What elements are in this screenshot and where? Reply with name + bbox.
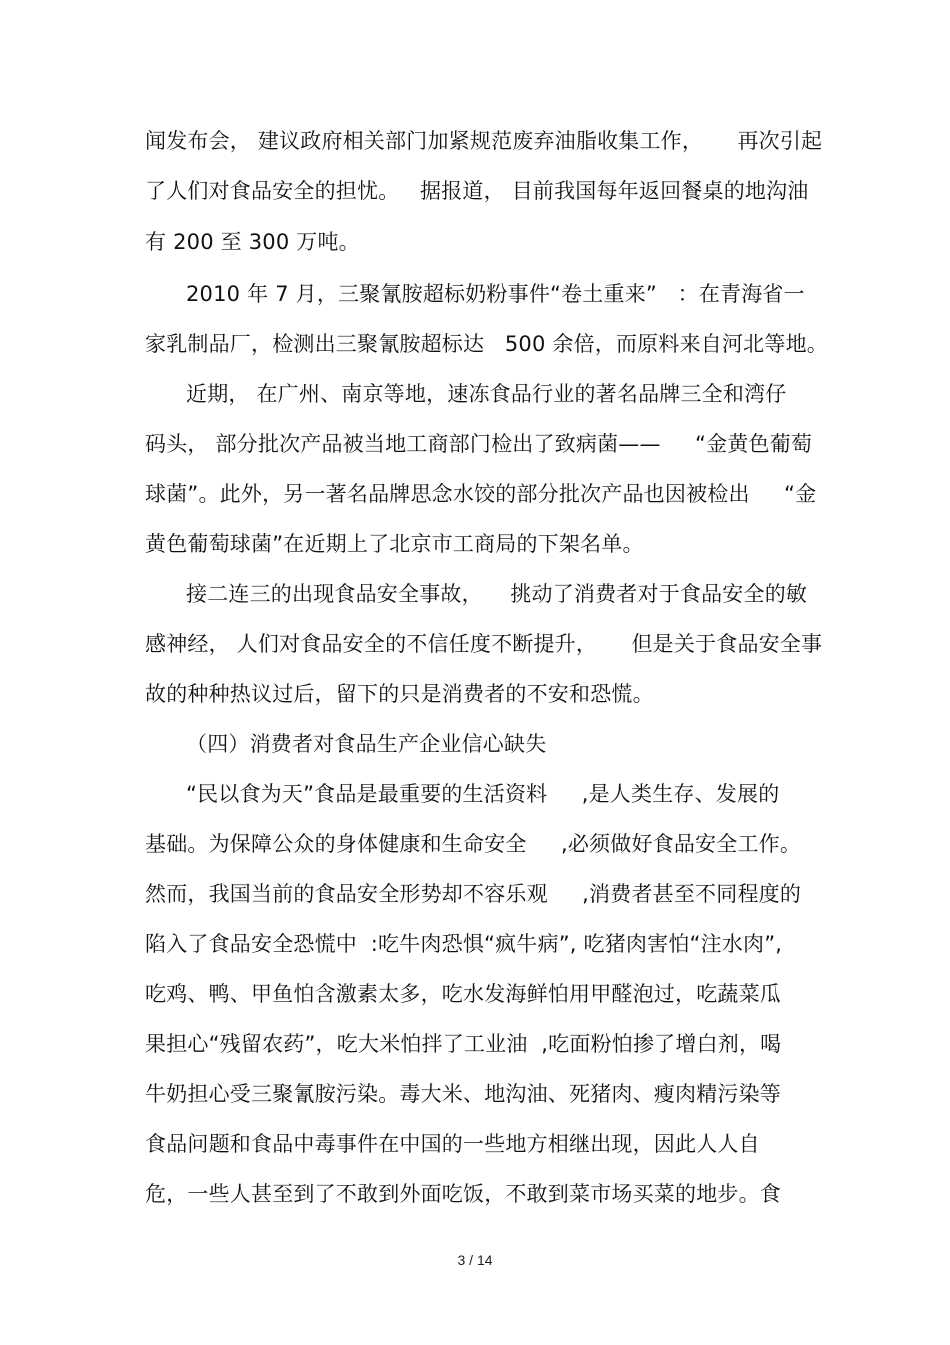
text-line: 黄色葡萄球菌”在近期上了北京市工商局的下架名单。: [145, 532, 644, 556]
text-line: 果担心“残留农药”，吃大米怕拌了工业油 ,吃面粉怕掺了增白剂，喝: [145, 1032, 782, 1056]
paragraph-start-line: 2010 年 7 月，三聚氰胺超标奶粉事件“卷土重来” ：在青海省一: [186, 282, 805, 306]
paragraph-start-line: 近期， 在广州、南京等地，速冻食品行业的著名品牌三全和湾仔: [186, 382, 787, 406]
text-line: 食品问题和食品中毒事件在中国的一些地方相继出现，因此人人自: [145, 1132, 760, 1156]
text-line: 了人们对食品安全的担忧。 据报道， 目前我国每年返回餐桌的地沟油: [145, 179, 809, 203]
text-line: 故的种种热议过后，留下的只是消费者的不安和恐慌。: [145, 682, 654, 706]
text-line: 牛奶担心受三聚氰胺污染。毒大米、地沟油、死猪肉、瘦肉精污染等: [145, 1082, 781, 1106]
text-line: 球菌”。此外，另一著名品牌思念水饺的部分批次产品也因被检出 “金: [145, 482, 817, 506]
text-line: 陷入了食品安全恐慌中 :吃牛肉恐惧“疯牛病”, 吃猪肉害怕“注水肉”,: [145, 932, 783, 956]
paragraph-start-line: 接二连三的出现食品安全事故， 挑动了消费者对于食品安全的敏: [186, 582, 808, 606]
text-line: 码头， 部分批次产品被当地工商部门检出了致病菌—— “金黄色葡萄: [145, 432, 813, 456]
text-line: 家乳制品厂，检测出三聚氰胺超标达 500 余倍，而原料来自河北等地。: [145, 332, 828, 356]
text-line: 感神经， 人们对食品安全的不信任度不断提升， 但是关于食品安全事: [145, 632, 823, 656]
text-line: 有 200 至 300 万吨。: [145, 230, 360, 254]
page-number: 3 / 14: [457, 1252, 493, 1268]
text-line: 基础。为保障公众的身体健康和生命安全 ,必须做好食品安全工作。: [145, 832, 802, 856]
text-line: 然而，我国当前的食品安全形势却不容乐观 ,消费者甚至不同程度的: [145, 882, 802, 906]
text-line: 闻发布会， 建议政府相关部门加紧规范废弃油脂收集工作， 再次引起: [145, 129, 823, 153]
paragraph-start-line: “民以食为天”食品是最重要的生活资料 ,是人类生存、发展的: [186, 782, 780, 806]
text-line: 危，一些人甚至到了不敢到外面吃饭，不敢到菜市场买菜的地步。食: [145, 1182, 781, 1206]
text-line: 吃鸡、鸭、甲鱼怕含激素太多，吃水发海鲜怕用甲醛泡过，吃蔬菜瓜: [145, 982, 781, 1006]
section-heading: （四）消费者对食品生产企业信心缺失: [186, 732, 547, 756]
